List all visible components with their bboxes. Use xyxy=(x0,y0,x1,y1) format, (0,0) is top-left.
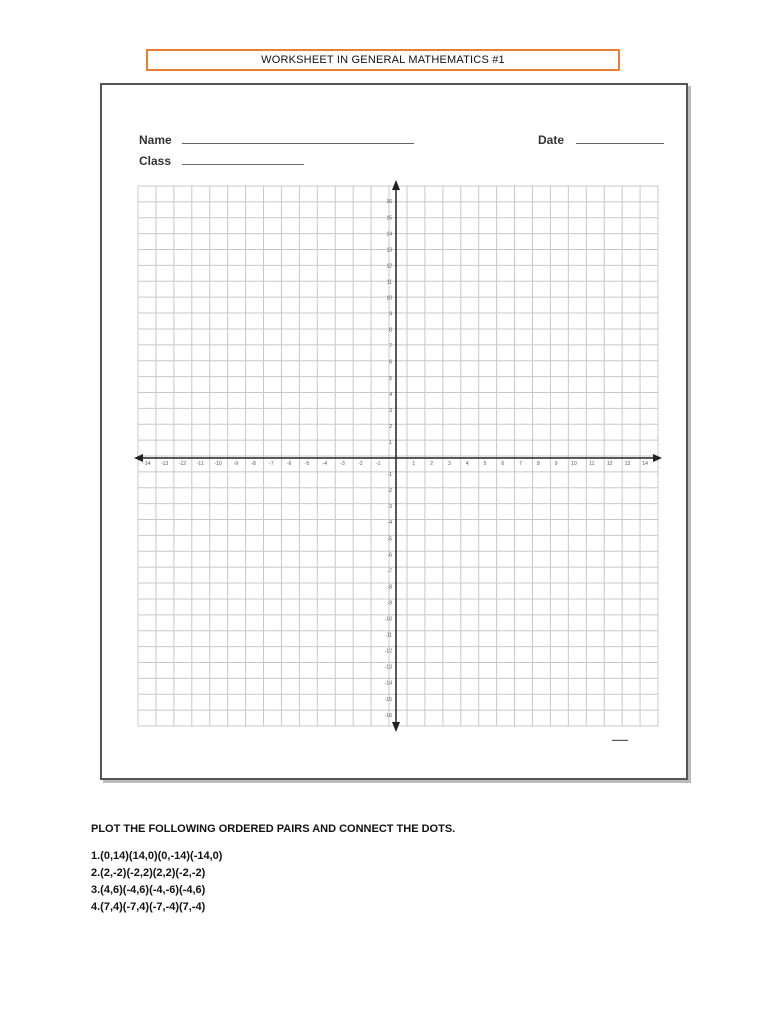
y-tick-label: 5 xyxy=(389,375,392,382)
y-tick-label: -12 xyxy=(384,648,392,655)
y-axis-arrow-down xyxy=(392,722,400,732)
x-tick-label: 1 xyxy=(412,461,416,467)
x-tick-label: -14 xyxy=(143,461,151,467)
x-tick-label: -13 xyxy=(160,461,169,467)
x-tick-label: 9 xyxy=(554,461,558,467)
y-tick-label: 1 xyxy=(389,439,392,446)
y-tick-label: 4 xyxy=(389,391,392,398)
y-tick-label: -9 xyxy=(387,600,392,607)
y-tick-label: -6 xyxy=(387,552,392,559)
worksheet-title: WORKSHEET IN GENERAL MATHEMATICS #1 xyxy=(261,54,505,66)
ordered-pairs-list xyxy=(91,848,222,916)
y-tick-label: 12 xyxy=(386,263,392,270)
date-label: Date xyxy=(538,133,565,147)
y-tick-label: 7 xyxy=(389,343,392,350)
y-tick-label: -3 xyxy=(387,504,392,511)
y-tick-label: 13 xyxy=(386,247,392,254)
y-tick-label: 9 xyxy=(389,311,392,318)
ordered-pair-item: 3.(4,6)(-4,6)(-4,-6)(-4,6) xyxy=(91,884,206,896)
y-tick-label: 11 xyxy=(386,279,392,286)
y-tick-label: 8 xyxy=(389,327,392,334)
y-tick-label: -1 xyxy=(387,472,392,479)
x-tick-label: -10 xyxy=(214,461,222,467)
x-tick-label: -8 xyxy=(251,461,256,467)
name-label: Name xyxy=(139,133,172,147)
y-tick-label: -7 xyxy=(387,568,392,575)
x-tick-label: 4 xyxy=(465,461,469,467)
y-tick-label: -10 xyxy=(384,616,392,623)
x-tick-label: 12 xyxy=(606,461,613,467)
x-tick-label: -7 xyxy=(269,461,274,467)
x-tick-label: 3 xyxy=(448,461,451,467)
x-tick-label: -4 xyxy=(322,461,328,467)
y-tick-label: -2 xyxy=(387,488,392,495)
y-axis-arrow-up xyxy=(392,180,400,190)
ordered-pair-item: 1.(0,14)(14,0)(0,-14)(-14,0) xyxy=(91,850,223,862)
y-tick-label: -13 xyxy=(384,664,392,671)
x-tick-label: -9 xyxy=(233,461,239,467)
x-tick-label: -12 xyxy=(178,461,187,467)
y-tick-label: 10 xyxy=(386,295,392,302)
x-tick-label: 13 xyxy=(624,461,631,467)
y-tick-label: -16 xyxy=(384,712,392,719)
x-tick-label: 6 xyxy=(501,461,505,467)
x-tick-label: -1 xyxy=(375,461,381,467)
y-tick-label: 15 xyxy=(386,215,392,222)
x-tick-label: -3 xyxy=(340,461,345,467)
x-tick-label: 11 xyxy=(589,461,595,467)
ordered-pair-item: 2.(2,-2)(-2,2)(2,2)(-2,-2) xyxy=(91,867,206,879)
x-tick-label: 5 xyxy=(483,461,487,467)
x-tick-label: 14 xyxy=(642,461,648,467)
y-tick-label: 16 xyxy=(386,199,392,206)
x-tick-label: -2 xyxy=(358,461,363,467)
x-tick-label: 7 xyxy=(519,461,522,467)
x-tick-label: -6 xyxy=(286,461,292,467)
x-tick-label: 2 xyxy=(430,461,433,467)
instructions-heading: PLOT THE FOLLOWING ORDERED PAIRS AND CONNECT THE DOTS. xyxy=(91,823,456,835)
y-tick-label: -15 xyxy=(384,696,392,703)
x-tick-label: 10 xyxy=(571,461,577,467)
ordered-pair-item: 4.(7,4)(-7,4)(-7,-4)(7,-4) xyxy=(91,901,206,913)
class-label: Class xyxy=(139,154,172,168)
x-tick-label: -11 xyxy=(196,461,204,467)
y-tick-label: -8 xyxy=(387,584,392,591)
x-tick-label: -5 xyxy=(304,461,310,467)
y-tick-label: -11 xyxy=(385,632,392,639)
y-tick-label: 14 xyxy=(386,231,392,238)
y-tick-label: 2 xyxy=(389,423,392,430)
y-tick-label: -5 xyxy=(387,536,392,543)
publisher-logo: ▬▬▬▬ xyxy=(612,737,628,742)
y-tick-label: 3 xyxy=(389,407,392,414)
y-tick-label: -14 xyxy=(384,680,392,687)
y-tick-label: -4 xyxy=(387,520,392,527)
y-tick-label: 6 xyxy=(389,359,392,366)
x-tick-label: 8 xyxy=(537,461,540,467)
